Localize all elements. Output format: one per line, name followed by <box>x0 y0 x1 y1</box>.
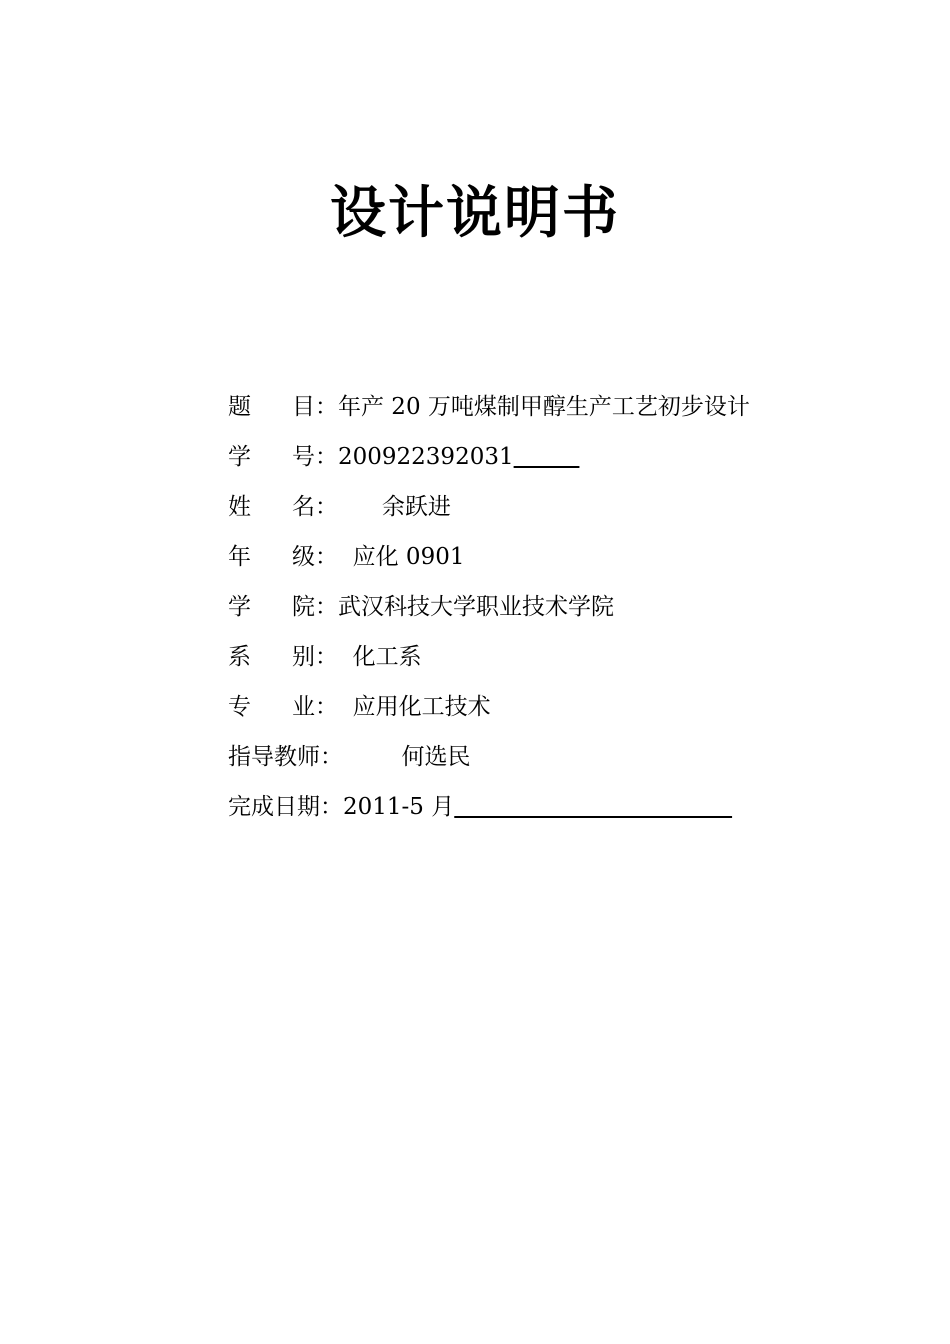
field-name <box>228 485 868 535</box>
field-grade <box>228 535 868 585</box>
field-value-text: 武汉科技大学职业技术学院 <box>338 594 614 620</box>
field-value-text: 应用化工技术 <box>352 694 491 720</box>
field-colon: ： <box>315 444 338 470</box>
field-college <box>228 585 868 635</box>
field-colon: ： <box>315 394 338 420</box>
field-label: 题 <box>228 394 251 420</box>
field-label: 指导教师 <box>228 744 320 770</box>
field-value-text: 年产 20 万吨煤制甲醇生产工艺初步设计 <box>338 394 750 420</box>
field-label: 目 <box>292 394 315 420</box>
field-underline <box>514 435 580 479</box>
field-label: 别 <box>292 644 315 670</box>
field-colon: ： <box>315 594 338 620</box>
field-value-text: 2011-5 月 <box>343 794 455 820</box>
field-value-text: 应化 0901 <box>352 544 465 570</box>
field-label: 系 <box>228 644 251 670</box>
field-value-text: 200922392031 <box>338 444 514 470</box>
field-value <box>338 535 567 579</box>
field-label: 年 <box>228 544 251 570</box>
field-major <box>228 685 868 735</box>
field-value-text: 化工系 <box>352 644 422 670</box>
field-colon: ： <box>315 544 338 570</box>
field-label: 名 <box>292 494 315 520</box>
field-label: 专 <box>228 694 251 720</box>
field-underline <box>454 785 732 829</box>
field-label: 完成日期 <box>228 794 320 820</box>
field-value-text: 何选民 <box>401 744 471 770</box>
field-colon: ： <box>320 744 343 770</box>
field-student-id <box>228 435 868 485</box>
field-date <box>228 785 868 835</box>
field-value-text: 余跃进 <box>381 494 451 520</box>
field-value <box>338 485 721 529</box>
field-value <box>338 385 757 429</box>
field-colon: ： <box>320 794 343 820</box>
field-department <box>228 635 868 685</box>
field-label: 级 <box>292 544 315 570</box>
field-colon: ： <box>315 644 338 670</box>
field-value <box>338 685 717 729</box>
field-label: 姓 <box>228 494 251 520</box>
document-title: 设计说明书 <box>330 181 620 246</box>
field-label: 院 <box>292 594 315 620</box>
field-value <box>338 635 831 679</box>
field-topic <box>228 385 868 435</box>
field-advisor <box>228 735 868 785</box>
field-label: 学 <box>228 594 251 620</box>
field-colon: ： <box>315 694 338 720</box>
field-label: 业 <box>292 694 315 720</box>
field-colon: ： <box>315 494 338 520</box>
field-label: 学 <box>228 444 251 470</box>
cover-fields <box>228 385 868 835</box>
field-value <box>343 735 573 779</box>
field-label: 号 <box>292 444 315 470</box>
